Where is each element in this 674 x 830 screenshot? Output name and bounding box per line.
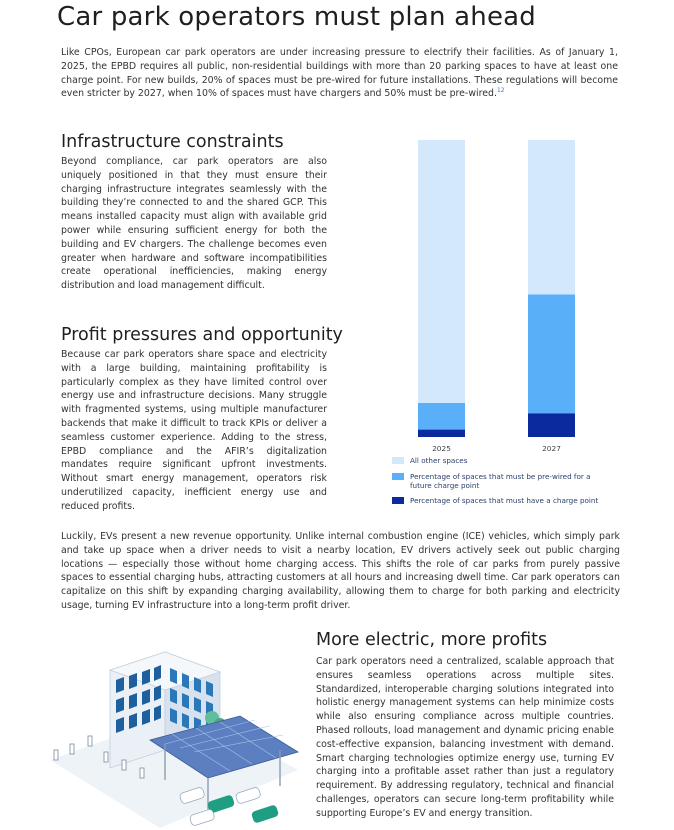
- section-heading-profit: Profit pressures and opportunity: [61, 325, 343, 345]
- section-body-infrastructure: Beyond compliance, car park operators are also uniquely positioned in that they must ensure their charging infrastructure integrates seamlessly with the building they’re connected to and the shared GCP. This means installed capacity must align with available grid power while ensuring sufficient energy for both the building and EV chargers. The challenge becomes even greater when hardware and software incompatibilities create operational inefficiencies, making energy distribution and load management difficult.: [61, 156, 327, 292]
- section-heading-more: More electric, more profits: [316, 630, 548, 650]
- bar-2027-series-2: [528, 140, 575, 294]
- car-park-building-illustration: [40, 640, 300, 830]
- page-title: Car park operators must plan ahead: [57, 2, 536, 32]
- section-body-more: Car park operators need a centralized, scalable approach that ensures seamless operations across multiple sites. Standardized, interoperable charging solutions integrated into holistic energy management systems can help minimize costs while also ensuring compliance across multiple countries. Phased rollouts, load management and dynamic pricing enable cost-effective expansion, balancing investment with demand. Smart charging technologies optimize energy use, turning EV charging into a profitable asset rather than just a regulatory requirement. By addressing regulatory, technical and financial challenges, operators can secure long-term profitability while supporting Europe’s EV and energy transition.: [316, 656, 614, 819]
- bar-2025-series-1: [418, 403, 465, 430]
- legend-label: Percentage of spaces that must have a charge point: [410, 496, 599, 505]
- bar-2027-series-0: [528, 413, 575, 437]
- stacked-bar-chart: [380, 130, 630, 520]
- intro-reference[interactable]: 12: [496, 87, 505, 95]
- intro-paragraph: [61, 46, 618, 101]
- section-heading-infrastructure: Infrastructure constraints: [61, 132, 284, 152]
- legend-label: Percentage of spaces that must be pre-wired for a future charge point: [410, 472, 591, 490]
- bar-2025-series-0: [418, 430, 465, 437]
- legend-swatch: [392, 497, 404, 504]
- legend-label: All other spaces: [410, 456, 468, 465]
- bar-2027-series-1: [528, 294, 575, 413]
- bar-2025-series-2: [418, 140, 465, 403]
- x-tick-label: 2025: [432, 444, 451, 453]
- legend-swatch: [392, 473, 404, 480]
- x-tick-label: 2027: [542, 444, 561, 453]
- section-body-profit: Because car park operators share space and electricity with a large building, maintaining profitability is particularly complex as they have limited control over energy use and infrastructure decisions. Many struggle with fragmented systems, using multiple manufacturer backends that make it difficult to track KPIs or deliver a seamless customer experience. Adding to the stress, EPBD compliance and the AFIR’s digitalization mandates require significant upfront investments. Without smart energy management, operators risk underutilized capacity, inefficient energy use and reduced profits.: [61, 349, 327, 512]
- section-body-luckily: Luckily, EVs present a new revenue opportunity. Unlike internal combustion engine (ICE) vehicles, which simply park and take up space when a driver needs to visit a nearby location, EV drivers actively seek out public charging locations — especially those without home charging access. This shifts the role of car parks from purely passive spaces to essential charging hubs, attracting customers at all hours and increasing dwell time. Car park operators can capitalize on this shift by expanding charging availability, allowing them to charge for both parking and electricity usage, turning EV infrastructure into a long-term profit driver.: [61, 531, 620, 611]
- legend-swatch: [392, 457, 404, 464]
- intro-text: Like CPOs, European car park operators are under increasing pressure to electrify their facilities. As of January 1, 2025, the EPBD requires all public, non-residential buildings with more than 20 parking spaces to have at least one charge point. For new builds, 20% of spaces must be pre-wired for future installations. These regulations will become even stricter by 2027, when 10% of spaces must have chargers and 50% must be pre-wired.: [61, 47, 618, 100]
